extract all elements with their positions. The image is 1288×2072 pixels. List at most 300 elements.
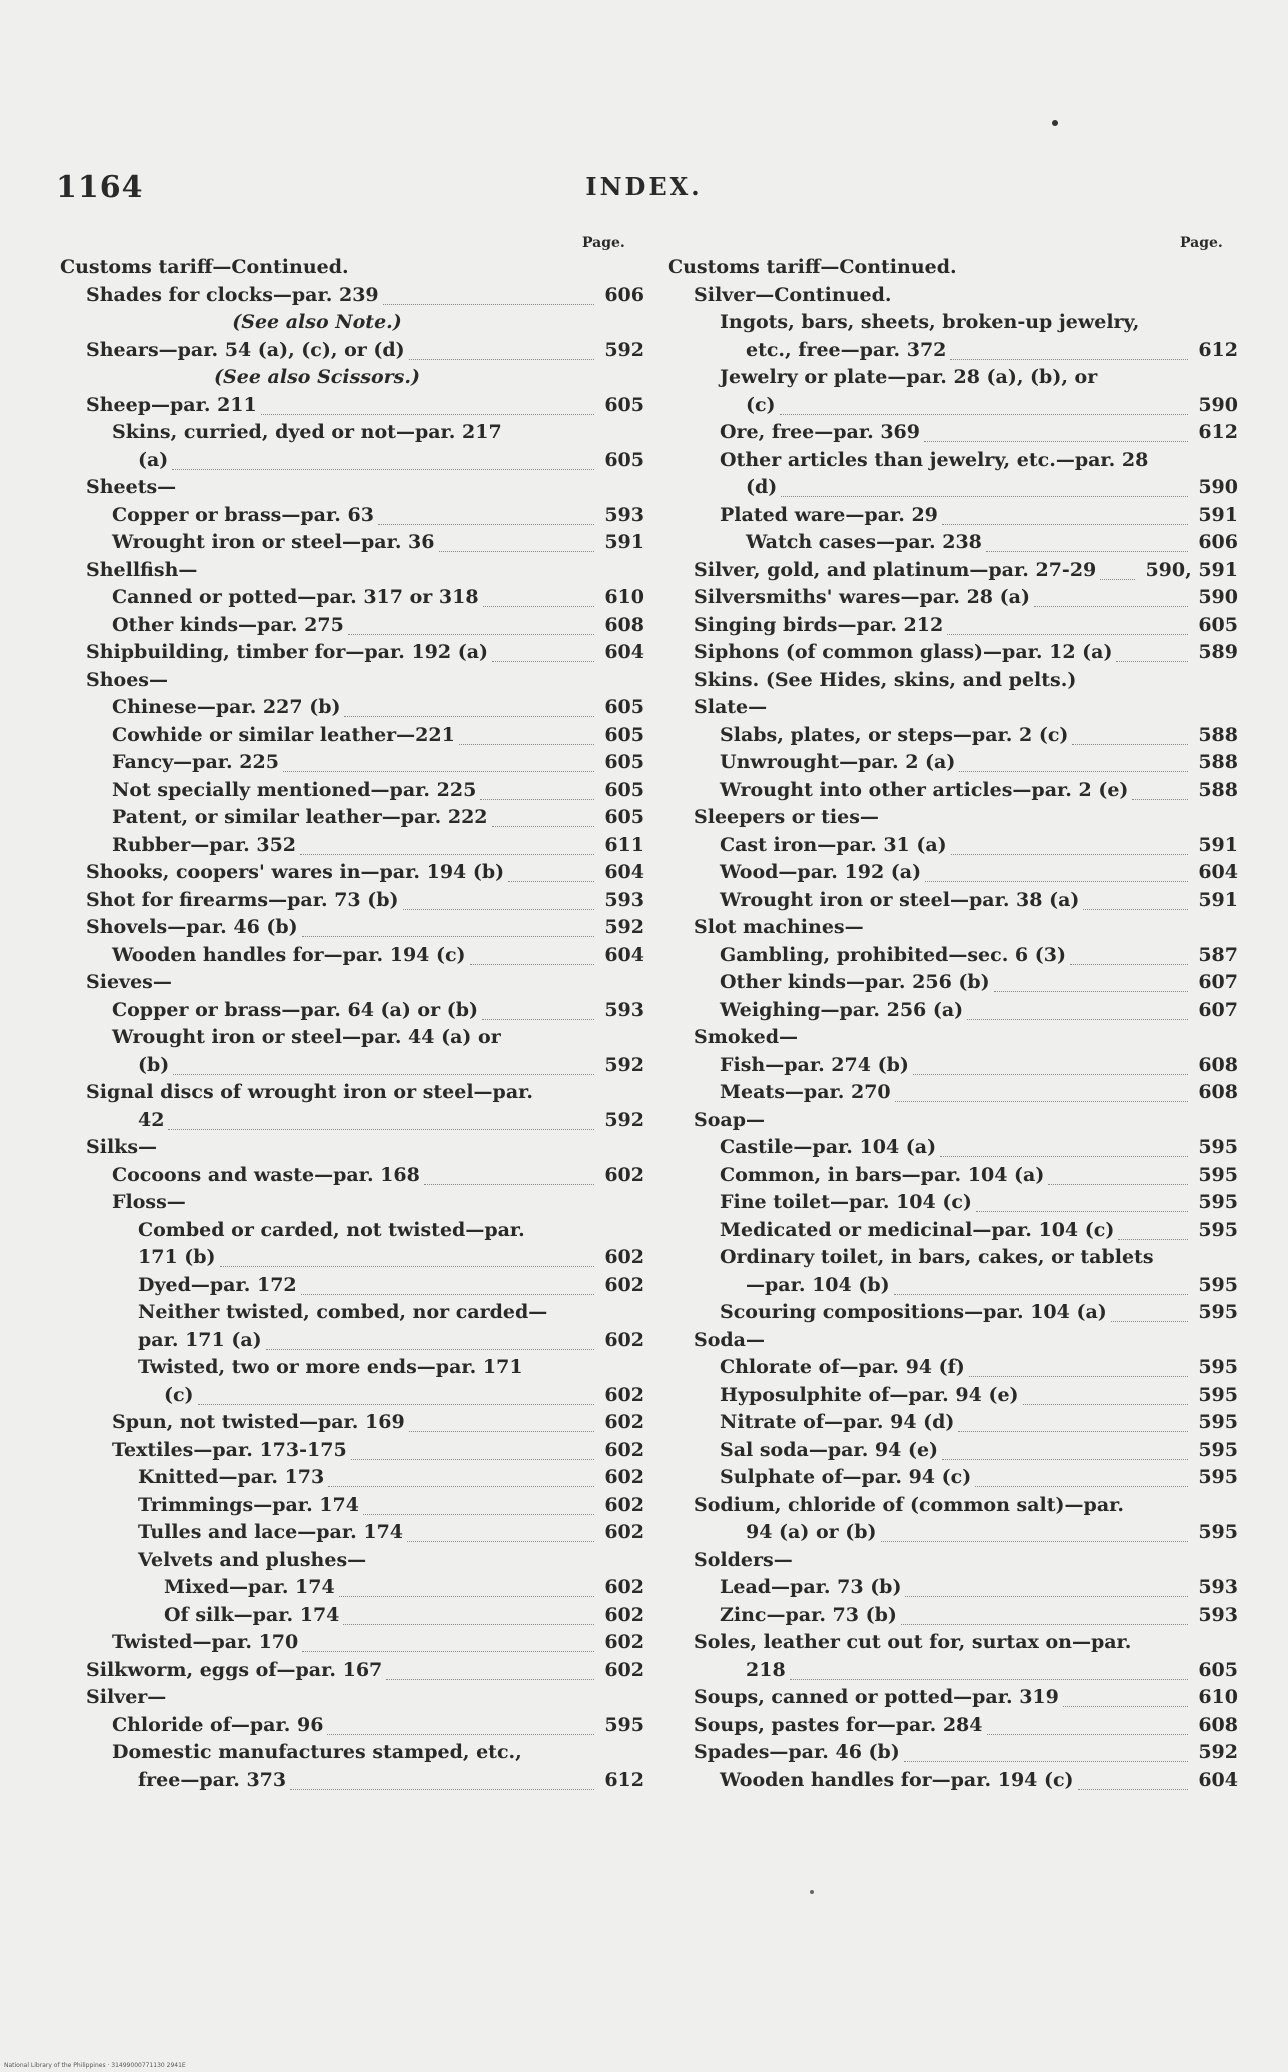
entry-text: Ingots, bars, sheets, broken-up jewelry, <box>720 311 1140 333</box>
entry-text: Skins. (See Hides, skins, and pelts.) <box>694 668 1077 691</box>
entry-text: Mixed—par. 174 <box>164 1576 335 1598</box>
page-reference: 612 <box>1198 421 1238 443</box>
dot-leader <box>492 804 594 827</box>
index-entry <box>60 1657 644 1685</box>
entry-text: Sheep—par. 211 <box>86 393 257 416</box>
index-entry <box>668 804 1238 832</box>
scan-credit: National Library of the Philippines · 31499000771130 2941E <box>4 2062 186 2069</box>
entry-text: Domestic manufactures stamped, etc., <box>112 1741 522 1763</box>
dot-leader <box>168 1107 594 1130</box>
index-entry <box>668 887 1238 915</box>
page-reference: 595 <box>1198 1521 1238 1543</box>
entry-text: Wrought iron or steel—par. 38 (a) <box>720 888 1080 911</box>
page-reference: 611 <box>604 833 644 856</box>
page-reference: 605 <box>604 751 644 773</box>
entry-text: Shot for firearms—par. 73 (b) <box>86 888 399 911</box>
index-entry <box>668 1189 1238 1217</box>
page-reference: 592 <box>604 338 644 361</box>
index-entry <box>668 667 1238 695</box>
entry-text: Common, in bars—par. 104 (a) <box>720 1163 1045 1186</box>
page-column-label: Page. <box>1180 235 1223 251</box>
page-reference: 610 <box>1198 1686 1238 1708</box>
index-entry <box>60 887 644 915</box>
index-entry <box>60 1162 644 1190</box>
entry-text: —par. 104 (b) <box>746 1273 890 1296</box>
dot-leader <box>1083 887 1188 910</box>
entry-text: Shooks, coopers' wares in—par. 194 (b) <box>86 861 505 883</box>
index-entry <box>668 1134 1238 1162</box>
entry-text: Ore, free—par. 369 <box>720 421 920 443</box>
index-entry <box>668 1657 1238 1685</box>
dot-leader <box>470 942 594 965</box>
index-entry <box>60 722 644 750</box>
page-reference: 595 <box>1198 1163 1238 1186</box>
index-entry <box>60 969 644 997</box>
entry-text: Of silk—par. 174 <box>164 1603 340 1626</box>
index-entry <box>668 392 1238 420</box>
page-number: 1164 <box>56 170 144 205</box>
page-reference: 604 <box>604 943 644 966</box>
entry-text: Silks— <box>86 1136 158 1158</box>
page-reference: 593 <box>604 998 644 1021</box>
entry-text: Signal discs of wrought iron or steel—par. <box>86 1081 534 1103</box>
index-entry <box>668 1079 1238 1107</box>
dot-leader <box>283 749 594 772</box>
page-reference: 588 <box>1198 778 1238 801</box>
page-reference: 607 <box>1198 971 1238 993</box>
page-reference: 606 <box>1198 531 1238 553</box>
page-reference: 592 <box>604 916 644 938</box>
index-entry <box>60 1327 644 1355</box>
index-entries <box>60 254 644 1794</box>
page-title: INDEX. <box>585 172 703 201</box>
dot-leader <box>1078 1767 1188 1790</box>
entry-text: Copper or brass—par. 64 (a) or (b) <box>112 998 478 1021</box>
page-reference: 592 <box>604 1053 644 1076</box>
index-entry <box>60 1547 644 1575</box>
entry-text: Shears—par. 54 (a), (c), or (d) <box>86 338 405 361</box>
page-reference: 605 <box>1198 1658 1238 1681</box>
index-entry <box>60 1684 644 1712</box>
page-reference: 595 <box>604 1713 644 1736</box>
index-entry <box>668 254 1238 282</box>
dot-leader <box>348 612 594 635</box>
dot-leader <box>172 447 594 470</box>
page-reference: 602 <box>604 1163 644 1186</box>
entry-text: (c) <box>164 1383 194 1406</box>
page-reference: 593 <box>604 888 644 911</box>
entry-text: Soda— <box>694 1328 765 1351</box>
index-entry <box>668 529 1238 557</box>
dot-leader <box>407 1519 594 1542</box>
index-entry <box>668 1272 1238 1300</box>
entry-text: Chinese—par. 227 (b) <box>112 696 341 718</box>
index-entry <box>60 1272 644 1300</box>
index-entry <box>60 447 644 475</box>
index-entry <box>60 1107 644 1135</box>
index-entry <box>60 584 644 612</box>
dot-leader <box>781 474 1188 497</box>
page-reference: 606 <box>604 283 644 306</box>
index-entry <box>60 1189 644 1217</box>
page-reference: 595 <box>1198 1301 1238 1323</box>
entry-text: Copper or brass—par. 63 <box>112 503 374 526</box>
entry-text: Sieves— <box>86 971 172 993</box>
dot-leader <box>1063 1684 1188 1707</box>
dot-leader <box>327 1712 594 1735</box>
entry-text: Jewelry or plate—par. 28 (a), (b), or <box>720 366 1098 388</box>
page-reference: 593 <box>1198 1576 1238 1598</box>
entry-text: Gambling, prohibited—sec. 6 (3) <box>720 943 1066 966</box>
entry-text: 218 <box>746 1658 786 1681</box>
index-entry <box>668 942 1238 970</box>
entry-text: Twisted—par. 170 <box>112 1631 299 1653</box>
page-reference: 608 <box>1198 1053 1238 1076</box>
entry-text: Customs tariff—Continued. <box>668 256 957 278</box>
index-entry <box>60 1574 644 1602</box>
index-entry <box>668 309 1238 337</box>
index-entry <box>60 309 644 337</box>
page-reference: 608 <box>1198 1081 1238 1103</box>
index-entry <box>60 1134 644 1162</box>
entry-text: Twisted, two or more ends—par. 171 <box>138 1356 523 1378</box>
index-entry <box>60 1024 644 1052</box>
entry-text: Nitrate of—par. 94 (d) <box>720 1411 955 1433</box>
entry-text: Fish—par. 274 (b) <box>720 1053 909 1076</box>
index-entry <box>60 942 644 970</box>
page-reference: 602 <box>604 1631 644 1653</box>
dot-leader <box>409 337 594 360</box>
entry-text: Dyed—par. 172 <box>138 1273 297 1296</box>
page-reference: 602 <box>604 1411 644 1433</box>
index-entry <box>60 419 644 447</box>
dot-leader <box>895 1079 1188 1102</box>
dot-leader <box>1023 1382 1188 1405</box>
entry-text: (See also Note.) <box>232 311 402 333</box>
index-entry <box>60 557 644 585</box>
index-entry <box>668 1327 1238 1355</box>
dot-leader <box>508 859 594 882</box>
page-reference: 602 <box>604 1328 644 1351</box>
index-entry <box>60 804 644 832</box>
entry-text: (d) <box>746 476 778 498</box>
dot-leader <box>173 1052 594 1075</box>
index-entry <box>60 1492 644 1520</box>
index-entry <box>668 722 1238 750</box>
entry-text: Sheets— <box>86 476 177 498</box>
page-reference: 602 <box>604 1603 644 1626</box>
entry-text: (a) <box>138 448 169 471</box>
index-entry <box>668 1354 1238 1382</box>
index-entry <box>60 1299 644 1327</box>
dot-leader <box>480 777 594 800</box>
index-entry <box>668 694 1238 722</box>
dot-leader <box>424 1162 594 1185</box>
page-reference: 591 <box>1198 833 1238 856</box>
dot-leader <box>905 1574 1188 1597</box>
entry-text: Skins, curried, dyed or not—par. 217 <box>112 421 502 443</box>
dot-leader <box>403 887 594 910</box>
index-entry <box>668 1052 1238 1080</box>
entry-text: Wooden handles for—par. 194 (c) <box>720 1768 1074 1791</box>
index-entry <box>668 1492 1238 1520</box>
dot-leader <box>987 1712 1188 1735</box>
page-reference: 593 <box>1198 1603 1238 1626</box>
entry-text: Other articles than jewelry, etc.—par. 28 <box>720 448 1149 471</box>
index-entry <box>668 282 1238 310</box>
index-entry <box>60 914 644 942</box>
entry-text: Scouring compositions—par. 104 (a) <box>720 1301 1107 1323</box>
index-entry <box>60 1519 644 1547</box>
entry-text: Slate— <box>694 696 768 718</box>
dot-leader <box>940 1134 1188 1157</box>
index-entries <box>668 254 1238 1794</box>
entry-text: Spades—par. 46 (b) <box>694 1741 900 1763</box>
index-entry <box>60 1739 644 1767</box>
page-reference: 591 <box>1198 503 1238 526</box>
page-reference: 595 <box>1198 1191 1238 1213</box>
index-entry <box>60 282 644 310</box>
page-reference: 592 <box>604 1108 644 1131</box>
entry-text: Neither twisted, combed, nor carded— <box>138 1301 548 1323</box>
index-entry <box>668 1712 1238 1740</box>
entry-text: (b) <box>138 1053 170 1076</box>
index-entry <box>60 777 644 805</box>
index-entry <box>668 1464 1238 1492</box>
entry-text: Watch cases—par. 238 <box>746 531 982 553</box>
entry-text: Shellfish— <box>86 558 198 581</box>
index-entry <box>668 997 1238 1025</box>
dot-leader <box>378 502 594 525</box>
entry-text: Cowhide or similar leather—221 <box>112 723 455 746</box>
page-reference: 602 <box>604 1273 644 1296</box>
index-entry <box>668 557 1238 585</box>
dot-leader <box>220 1244 594 1267</box>
dot-leader <box>986 529 1188 552</box>
index-entry <box>60 1437 644 1465</box>
dot-leader <box>1111 1299 1188 1322</box>
index-entry <box>60 337 644 365</box>
index-entry <box>668 1382 1238 1410</box>
entry-text: Soups, pastes for—par. 284 <box>694 1713 983 1736</box>
dot-leader <box>975 1464 1188 1487</box>
entry-text: Velvets and plushes— <box>138 1548 367 1571</box>
index-entry <box>668 1519 1238 1547</box>
index-entry <box>668 419 1238 447</box>
index-entry <box>668 1437 1238 1465</box>
index-entry <box>60 1244 644 1272</box>
entry-text: 94 (a) or (b) <box>746 1521 877 1543</box>
entry-text: Cocoons and waste—par. 168 <box>112 1163 420 1186</box>
dot-leader <box>925 859 1188 882</box>
entry-text: Wrought iron or steel—par. 44 (a) or <box>112 1026 501 1048</box>
dot-leader <box>790 1657 1188 1680</box>
dot-leader <box>344 694 594 717</box>
index-entry <box>668 364 1238 392</box>
dot-leader <box>290 1767 594 1790</box>
dot-leader <box>942 502 1188 525</box>
entry-text: Hyposulphite of—par. 94 (e) <box>720 1383 1019 1406</box>
ink-spot <box>810 1890 814 1894</box>
entry-text: Other kinds—par. 256 (b) <box>720 971 990 993</box>
index-entry <box>668 1162 1238 1190</box>
entry-text: Silkworm, eggs of—par. 167 <box>86 1658 383 1681</box>
index-entry <box>668 1024 1238 1052</box>
page-reference: 591 <box>1198 888 1238 911</box>
entry-text: Sodium, chloride of (common salt)—par. <box>694 1493 1125 1516</box>
entry-text: Shades for clocks—par. 239 <box>86 283 379 306</box>
dot-leader <box>302 914 594 937</box>
page-reference: 605 <box>1198 613 1238 636</box>
index-entry <box>668 832 1238 860</box>
index-entry <box>60 502 644 530</box>
entry-text: Trimmings—par. 174 <box>138 1493 359 1516</box>
dot-leader <box>894 1272 1188 1295</box>
entry-text: 42 <box>138 1108 165 1131</box>
dot-leader <box>483 584 594 607</box>
index-entry <box>668 859 1238 887</box>
index-entry <box>60 667 644 695</box>
index-entry <box>668 1299 1238 1327</box>
page-reference: 605 <box>604 696 644 718</box>
index-entry <box>668 749 1238 777</box>
dot-leader <box>950 337 1188 360</box>
page-reference: 602 <box>604 1576 644 1598</box>
page-reference: 595 <box>1198 1383 1238 1406</box>
entry-text: Chlorate of—par. 94 (f) <box>720 1356 965 1378</box>
entry-text: Rubber—par. 352 <box>112 833 297 856</box>
dot-leader <box>967 997 1188 1020</box>
page-reference: 590 <box>1198 586 1238 608</box>
index-entry <box>668 612 1238 640</box>
index-entry <box>668 337 1238 365</box>
index-entry <box>668 1602 1238 1630</box>
entry-text: Lead—par. 73 (b) <box>720 1576 902 1598</box>
index-entry <box>668 584 1238 612</box>
page-reference: 595 <box>1198 1136 1238 1158</box>
dot-leader <box>958 1409 1188 1432</box>
page-reference: 588 <box>1198 723 1238 746</box>
page-reference: 590, 591 <box>1145 558 1238 581</box>
dot-leader <box>1116 639 1188 662</box>
entry-text: Tulles and lace—par. 174 <box>138 1521 404 1543</box>
dot-leader <box>266 1327 594 1350</box>
index-entry <box>668 1739 1238 1767</box>
page-reference: 595 <box>1198 1218 1238 1241</box>
dot-leader <box>301 1272 594 1295</box>
page-column-label: Page. <box>582 235 625 251</box>
page-reference: 608 <box>1198 1713 1238 1736</box>
entry-text: Shovels—par. 46 (b) <box>86 916 298 938</box>
index-column-left <box>60 232 644 1794</box>
index-entry <box>668 1574 1238 1602</box>
page-reference: 595 <box>1198 1438 1238 1461</box>
entry-text: Ordinary toilet, in bars, cakes, or tablets <box>720 1246 1154 1268</box>
index-entry <box>60 1354 644 1382</box>
index-entry <box>668 914 1238 942</box>
index-entry <box>60 364 644 392</box>
entry-text: etc., free—par. 372 <box>746 338 947 361</box>
index-entry <box>60 529 644 557</box>
dot-leader <box>459 722 594 745</box>
index-entry <box>668 1244 1238 1272</box>
index-entry <box>668 1629 1238 1657</box>
dot-leader <box>492 639 594 662</box>
index-entry <box>60 832 644 860</box>
page-reference: 605 <box>604 806 644 828</box>
entry-text: Weighing—par. 256 (a) <box>720 998 964 1021</box>
index-entry <box>60 1464 644 1492</box>
dot-leader <box>913 1052 1188 1075</box>
dot-leader <box>976 1189 1188 1212</box>
entry-text: Wooden handles for—par. 194 (c) <box>112 943 466 966</box>
index-entry <box>668 474 1238 502</box>
entry-text: Other kinds—par. 275 <box>112 613 344 636</box>
dot-leader <box>959 749 1188 772</box>
dot-leader <box>1100 557 1135 580</box>
page-reference: 602 <box>604 1246 644 1268</box>
dot-leader <box>1132 777 1188 800</box>
entry-text: Unwrought—par. 2 (a) <box>720 751 956 773</box>
page-reference: 595 <box>1198 1273 1238 1296</box>
entry-text: 171 (b) <box>138 1246 216 1268</box>
entry-text: Shoes— <box>86 668 168 691</box>
page-reference: 588 <box>1198 751 1238 773</box>
dot-leader <box>1048 1162 1188 1185</box>
page-reference: 607 <box>1198 998 1238 1021</box>
index-entry <box>60 749 644 777</box>
entry-text: Sleepers or ties— <box>694 806 879 828</box>
index-entry <box>60 1052 644 1080</box>
page-reference: 587 <box>1198 943 1238 966</box>
entry-text: Slot machines— <box>694 916 864 938</box>
index-entry <box>60 1079 644 1107</box>
dot-leader <box>1072 722 1188 745</box>
page-reference: 602 <box>604 1383 644 1406</box>
page-reference: 602 <box>604 1658 644 1681</box>
page-reference: 593 <box>604 503 644 526</box>
index-column-right <box>668 232 1238 1794</box>
index-entry <box>668 1684 1238 1712</box>
entry-text: Siphons (of common glass)—par. 12 (a) <box>694 641 1113 663</box>
entry-text: Sal soda—par. 94 (e) <box>720 1438 939 1461</box>
page-reference: 589 <box>1198 641 1238 663</box>
entry-text: Wrought into other articles—par. 2 (e) <box>720 778 1129 801</box>
entry-text: Floss— <box>112 1191 186 1213</box>
index-entry <box>60 612 644 640</box>
entry-text: Smoked— <box>694 1026 799 1048</box>
page-reference: 604 <box>1198 1768 1238 1791</box>
page-reference: 590 <box>1198 393 1238 416</box>
index-entry <box>60 1602 644 1630</box>
entry-text: Knitted—par. 173 <box>138 1466 325 1488</box>
index-entry <box>668 1547 1238 1575</box>
page-reference: 605 <box>604 778 644 801</box>
index-entry <box>60 859 644 887</box>
dot-leader <box>1070 942 1188 965</box>
dot-leader <box>969 1354 1188 1377</box>
index-entry <box>60 254 644 282</box>
entry-text: Combed or carded, not twisted—par. <box>138 1218 525 1241</box>
index-entry <box>60 1409 644 1437</box>
index-entry <box>60 1629 644 1657</box>
entry-text: Zinc—par. 73 (b) <box>720 1603 897 1626</box>
entry-text: Silver— <box>86 1686 167 1708</box>
dot-leader <box>363 1492 594 1515</box>
entry-text: Singing birds—par. 212 <box>694 613 944 636</box>
page-reference: 605 <box>604 393 644 416</box>
entry-text: Silver, gold, and platinum—par. 27-29 <box>694 558 1097 581</box>
